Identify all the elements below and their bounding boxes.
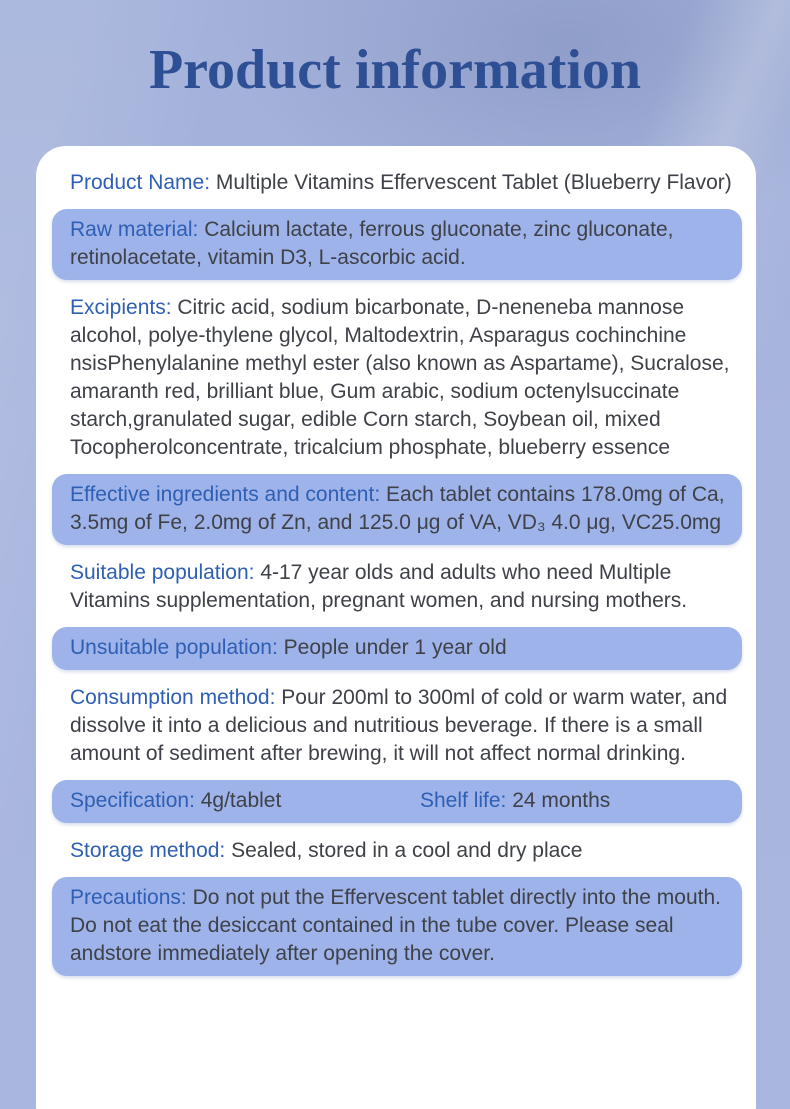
product-name-label: Product Name:: [70, 171, 211, 194]
page-title: Product information: [148, 39, 642, 101]
shelf-life-field: [420, 787, 734, 815]
precautions-label: Precautions:: [70, 886, 187, 909]
product-info-card: [36, 146, 756, 1109]
suitable-population-value: 4-17 year olds and adults who need Multiple Vitamins supplementation, pregnant women, and nursing mothers.: [70, 561, 688, 612]
unsuitable-population-label: Unsuitable population:: [70, 636, 278, 659]
raw-material-label: Raw material:: [70, 218, 199, 241]
row-precautions: [52, 877, 742, 976]
excipients-label: Excipients:: [70, 296, 172, 319]
storage-method-value: Sealed, stored in a cool and dry place: [225, 839, 583, 862]
row-unsuitable-population: [52, 627, 742, 670]
row-consumption-method: [52, 682, 742, 770]
storage-method-label: Storage method:: [70, 839, 226, 862]
shelf-life-label: Shelf life:: [420, 789, 507, 812]
effective-ingredients-label: Effective ingredients and content:: [70, 483, 381, 506]
effective-ingredients-value: Each tablet contains 178.0mg of Ca, 3.5mg of Fe, 2.0mg of Zn, and 125.0 μg of VA, VD₃ 4.0 μg, VC25.0mg: [70, 483, 725, 534]
specification-value: 4g/tablet: [194, 789, 282, 812]
row-spec-shelf-life: [52, 780, 742, 823]
specification-label: Specification:: [70, 789, 195, 812]
row-suitable-population: [52, 557, 742, 617]
shelf-life-value: 24 months: [506, 789, 611, 812]
row-effective-ingredients: [52, 474, 742, 545]
row-storage-method: [52, 835, 742, 867]
suitable-population-label: Suitable population:: [70, 561, 255, 584]
row-raw-material: [52, 209, 742, 280]
consumption-method-label: Consumption method:: [70, 686, 276, 709]
product-name-value: Multiple Vitamins Effervescent Tablet (Blueberry Flavor): [210, 171, 732, 194]
raw-material-value: Calcium lactate, ferrous gluconate, zinc gluconate, retinolacetate, vitamin D3, L-ascorbic acid.: [70, 218, 674, 269]
excipients-value: Citric acid, sodium bicarbonate, D-neneneba mannose alcohol, polye-thylene glycol, Maltodextrin, Asparagus cochinchine nsisPhenylalanine methyl ester (also known as Aspartame), Sucralose, amaranth red, brilliant blue, Gum arabic, sodium octenylsuccinate starch,granulated sugar, edible Corn starch, Soybean oil, mixed Tocopherolconcentrate, tricalcium phosphate, blueberry essence: [70, 296, 730, 459]
consumption-method-value: Pour 200ml to 300ml of cold or warm water, and dissolve it into a delicious and nutritious beverage. If there is a small amount of sediment after brewing, it will not affect normal drinking.: [70, 686, 728, 765]
row-product-name: [52, 167, 742, 199]
specification-field: [70, 787, 420, 815]
precautions-value: Do not put the Effervescent tablet directly into the mouth. Do not eat the desiccant contained in the tube cover. Please seal andstore immediately after opening the cover.: [70, 886, 721, 965]
unsuitable-population-value: People under 1 year old: [277, 636, 507, 659]
row-excipients: [52, 292, 742, 464]
